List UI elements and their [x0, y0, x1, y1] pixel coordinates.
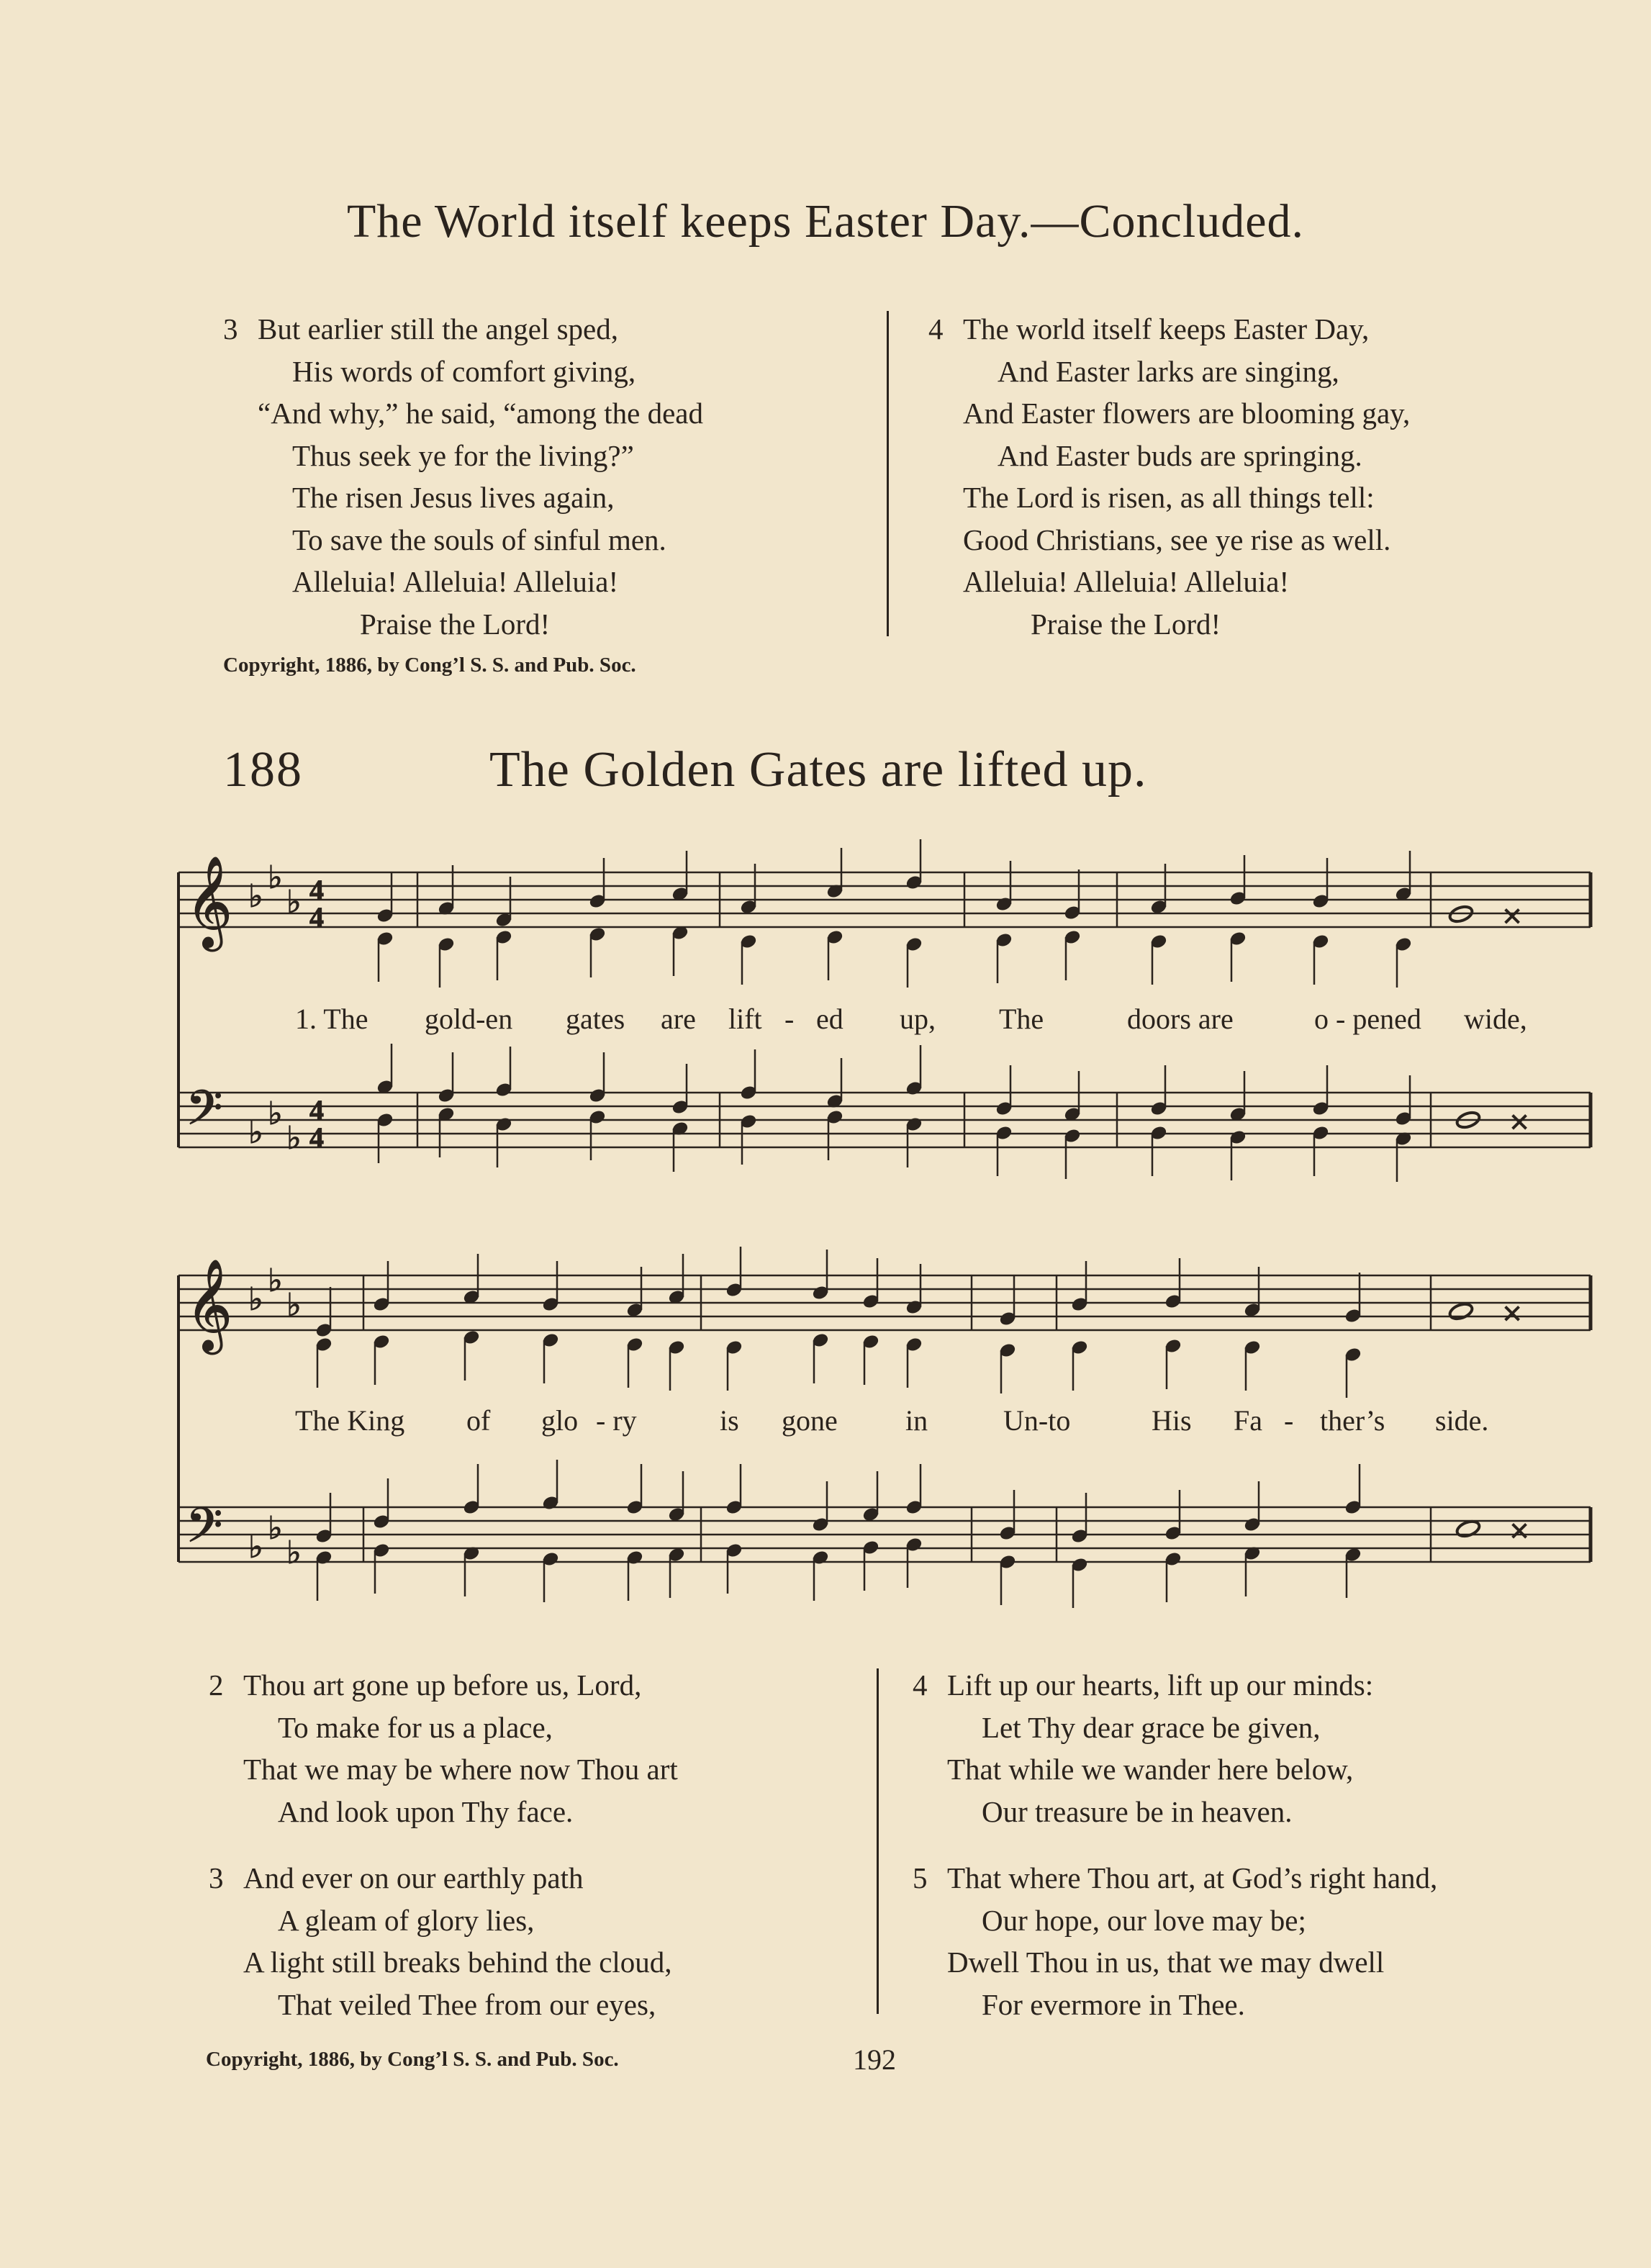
time-signature: 4 — [309, 901, 324, 934]
verse-number: 5 — [913, 1861, 928, 1894]
lyric-syllable: lift — [728, 1003, 762, 1035]
lyric-syllable: gates — [566, 1003, 625, 1035]
bass-clef-icon: 𝄢 — [186, 1498, 223, 1565]
verse-line: To make for us a place, — [278, 1710, 553, 1744]
lower-verse-3 — [209, 1857, 672, 2025]
flat-sign-icon: ♭ — [268, 859, 283, 896]
flat-sign-icon: ♭ — [286, 1287, 302, 1324]
verse-line: Alleluia! Alleluia! Alleluia! — [963, 565, 1290, 598]
verse-number: 4 — [913, 1668, 928, 1702]
lyric-syllable: - — [784, 1003, 795, 1035]
verse-line: Praise the Lord! — [360, 607, 551, 641]
verse-line: Good Christians, see ye rise as well. — [963, 523, 1391, 556]
flat-sign-icon: ♭ — [268, 1262, 283, 1299]
lyric-syllable: side. — [1435, 1404, 1489, 1437]
lyric-syllable: gone — [782, 1404, 838, 1437]
verse-line: 5 That where Thou art, at God’s right hand, — [913, 1857, 1437, 1899]
verse-line: Alleluia! Alleluia! Alleluia! — [292, 565, 619, 598]
rest-icon: × — [1501, 1298, 1524, 1328]
verse-line: 2 Thou art gone up before us, Lord, — [209, 1664, 678, 1707]
verse-line: To save the souls of sinful men. — [292, 523, 666, 556]
verse-number: 2 — [209, 1668, 224, 1702]
lyric-syllable: in — [905, 1404, 928, 1437]
lyric-syllable: Fa — [1234, 1404, 1262, 1437]
lyric-syllable: Un-to — [1003, 1404, 1071, 1437]
lyric-syllable: His — [1152, 1404, 1192, 1437]
verse-line: Let Thy dear grace be given, — [982, 1710, 1321, 1744]
flat-sign-icon: ♭ — [268, 1510, 283, 1547]
verse-line: 4 Lift up our hearts, lift up our minds: — [913, 1664, 1373, 1707]
verse-line: “And why,” he said, “among the dead — [258, 397, 703, 430]
lyric-syllable: up, — [900, 1003, 936, 1035]
verse-number: 4 — [928, 312, 944, 345]
lyric-syllable: The — [999, 1003, 1044, 1035]
verse-line: The risen Jesus lives again, — [292, 481, 615, 514]
rest-icon: × — [1501, 901, 1524, 931]
column-divider — [877, 1668, 879, 2014]
flat-sign-icon: ♭ — [248, 1114, 263, 1151]
verse-line: Thus seek ye for the living?” — [292, 438, 634, 472]
verse-line: And Easter flowers are blooming gay, — [963, 397, 1411, 430]
lyric-syllable: - — [1284, 1404, 1294, 1437]
verse-line: A gleam of glory lies, — [278, 1903, 535, 1937]
flat-sign-icon: ♭ — [286, 1535, 302, 1571]
flat-sign-icon: ♭ — [248, 1281, 263, 1318]
lyric-syllable: 1. The — [295, 1003, 368, 1035]
half-note-head — [1448, 1301, 1474, 1322]
verse-line: For evermore in Thee. — [982, 1987, 1245, 2021]
verse-line: And look upon Thy face. — [278, 1794, 574, 1828]
verse-line: That we may be where now Thou art — [243, 1753, 678, 1786]
flat-sign-icon: ♭ — [286, 1120, 302, 1157]
flat-sign-icon: ♭ — [248, 878, 263, 915]
time-signature: 4 — [309, 1094, 324, 1126]
lyric-syllable: o - pened — [1314, 1003, 1421, 1035]
verse-line: That veiled Thee from our eyes, — [278, 1987, 656, 2021]
lyric-syllable: ther’s — [1320, 1404, 1385, 1437]
lower-verse-2 — [209, 1664, 678, 1833]
verse-line: Dwell Thou in us, that we may dwell — [947, 1946, 1385, 1979]
verse-line: 3 But earlier still the angel sped, — [223, 308, 703, 351]
hymn-title: The Golden Gates are lifted up. — [489, 742, 1147, 798]
lower-verse-4 — [913, 1664, 1373, 1833]
page-title: The World itself keeps Easter Day.—Concluded. — [346, 195, 1304, 248]
lyric-syllable: of — [466, 1404, 491, 1437]
lyric-syllable: ed — [816, 1003, 843, 1035]
verse-line: Praise the Lord! — [1031, 607, 1221, 641]
copyright-notice: Copyright, 1886, by Cong’l S. S. and Pub. Soc. — [223, 654, 636, 677]
bass-clef-icon: 𝄢 — [186, 1080, 223, 1147]
lyric-syllable: are — [661, 1003, 696, 1035]
lyric-syllable: is — [720, 1404, 739, 1437]
verse-number: 3 — [223, 312, 238, 345]
verse-line: A light still breaks behind the cloud, — [243, 1946, 672, 1979]
verse-line: 4 The world itself keeps Easter Day, — [928, 308, 1410, 351]
verse-line: The Lord is risen, as all things tell: — [963, 481, 1375, 514]
lyric-syllable: gold-en — [425, 1003, 513, 1035]
lyric-syllable: glo — [541, 1404, 579, 1437]
rest-icon: × — [1508, 1107, 1531, 1137]
flat-sign-icon: ♭ — [286, 884, 302, 921]
treble-clef-icon: 𝄞 — [186, 1258, 233, 1350]
rest-icon: × — [1508, 1516, 1531, 1545]
verse-line: And Easter larks are singing, — [998, 354, 1339, 388]
hymn-number: 188 — [223, 742, 303, 798]
verse-line: 3 And ever on our earthly path — [209, 1857, 672, 1899]
lyric-syllable: - ry — [596, 1404, 637, 1437]
verse-line: Our treasure be in heaven. — [982, 1794, 1293, 1828]
lyric-syllable: The King — [295, 1404, 405, 1437]
verse-line: That while we wander here below, — [947, 1753, 1354, 1786]
time-signature: 4 — [309, 874, 324, 906]
verse-number: 3 — [209, 1861, 224, 1894]
copyright-notice: Copyright, 1886, by Cong’l S. S. and Pub. Soc. — [206, 2048, 619, 2071]
treble-clef-icon: 𝄞 — [186, 855, 233, 947]
page-number: 192 — [853, 2043, 896, 2076]
verse-line: Our hope, our love may be; — [982, 1903, 1306, 1937]
verse-line: And Easter buds are springing. — [998, 438, 1362, 472]
lower-verse-5 — [913, 1857, 1437, 2025]
time-signature: 4 — [309, 1121, 324, 1154]
flat-sign-icon: ♭ — [268, 1095, 283, 1132]
verse-line: His words of comfort giving, — [292, 354, 636, 388]
lyric-syllable: wide, — [1464, 1003, 1527, 1035]
flat-sign-icon: ♭ — [248, 1529, 263, 1566]
lyric-syllable: doors are — [1127, 1003, 1234, 1035]
